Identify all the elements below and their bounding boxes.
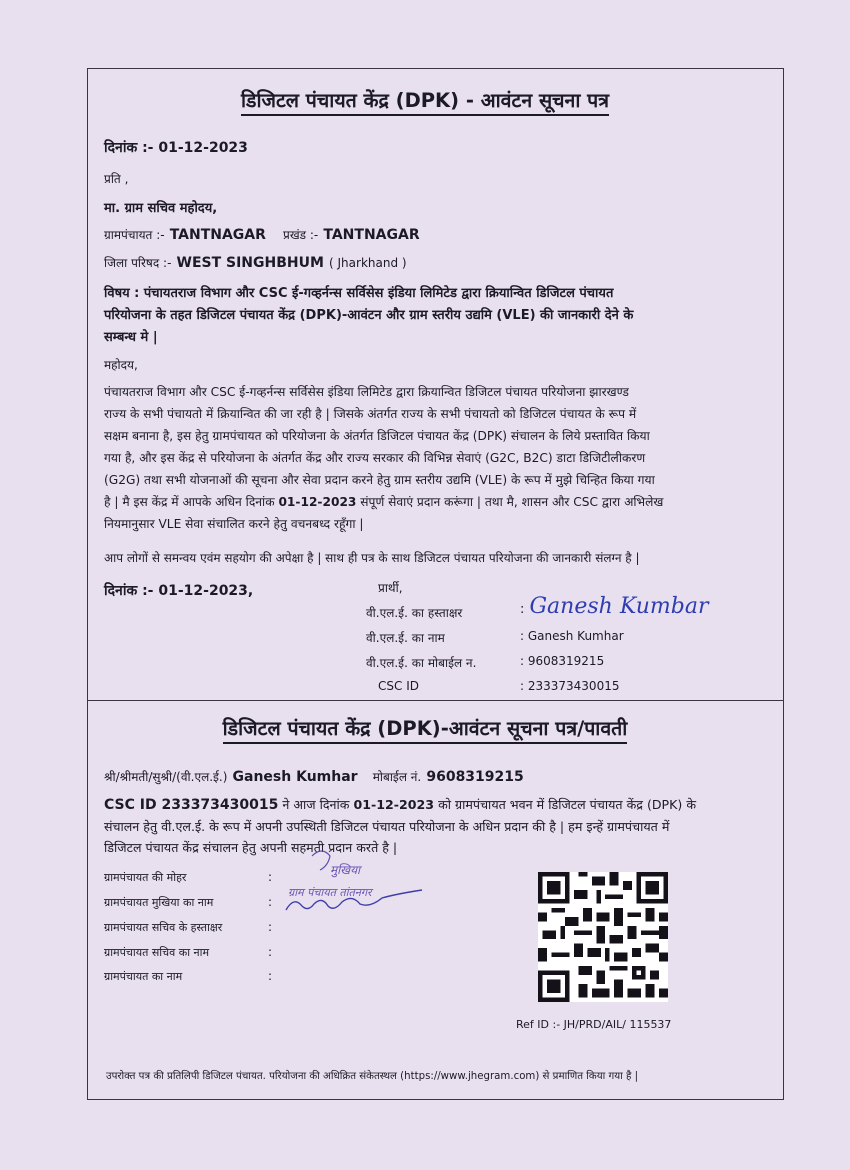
receipt-csc-id: CSC ID 233373430015 (104, 797, 279, 813)
receipt-mobile: 9608319215 (426, 769, 524, 785)
date-line-2: दिनांक :- 01-12-2023, (104, 583, 254, 599)
gram-value: TANTNAGAR (169, 227, 266, 243)
receipt-mobile-label: मोबाईल नं. (372, 770, 422, 784)
body-line: गया है, और इस केंद्र से परियोजना के अंतर्गत केंद्र और राज्य सरकार की विभिन्न सेवाएं (G2C, B2C) डाटा डिजिटीलीकरण (104, 451, 646, 465)
state-text: ( Jharkhand ) (329, 256, 407, 270)
form-colon: : (268, 920, 273, 934)
footer-note: उपरोक्त पत्र की प्रतिलिपी डिजिटल पंचायत. परियोजना की अधिक्रित संकेतस्थल (https://www.jhegram.com) से प्रमाणित किया गया है | (106, 1071, 639, 1082)
form-label-secretary-sign: ग्रामपंचायत सचिव के हस्ताक्षर (104, 921, 223, 934)
form-colon: : (268, 895, 273, 909)
salutation: महोदय, (104, 358, 138, 372)
body-line: सक्षम बनाना है, इस हेतु ग्रामपंचायत को परियोजना के अंतर्गत डिजिटल पंचायत केंद्र (DPK) संचालन के लिये प्रस्तावित किया (104, 429, 650, 443)
letter-title: डिजिटल पंचायत केंद्र (DPK) - आवंटन सूचना पत्र (0, 86, 850, 113)
form-colon: : (268, 945, 273, 959)
form-label-panchayat-name: ग्रामपंचायत का नाम (104, 970, 183, 983)
svg-text:ग्राम पंचायत तांतनगर: ग्राम पंचायत तांतनगर (288, 886, 372, 899)
receipt-name: Ganesh Kumhar (232, 769, 358, 785)
mukhiya-stamp-signature (282, 838, 442, 918)
district-value: WEST SINGHBHUM (176, 255, 324, 271)
support-line: आप लोगों से समन्वय एवंम सहयोग की अपेक्षा है | साथ ही पत्र के साथ डिजिटल पंचायत परियोजना की जानकारी संलग्न है | (104, 551, 640, 565)
prakhand-label: प्रखंड :- (283, 228, 319, 242)
form-label-stamp: ग्रामपंचायत की मोहर (104, 871, 187, 884)
receipt-date: 01-12-2023 (353, 797, 435, 812)
form-colon: : (268, 870, 273, 884)
receipt-vle-row (104, 766, 524, 785)
gram-label: ग्रामपंचायत :- (104, 228, 165, 242)
vle-signature: : Ganesh Kumbar (520, 594, 709, 619)
body-line: पंचायतराज विभाग और CSC ई-गव्हर्नन्स सर्विसेस इंडिया लिमिटेड द्वारा क्रियान्वित डिजिटल पंचायत परियोजना झारखण्ड (104, 385, 629, 399)
receipt-line: डिजिटल पंचायत केंद्र संचालन हेतु अपनी सहमती प्रदान करते है | (104, 840, 398, 855)
body-line: है | मै इस केंद्र में आपके अधिन दिनांक 01-12-2023 संपूर्ण सेवाएं प्रदान करूंगा | तथा मै, शासन और CSC द्वारा अभिलेख (104, 495, 664, 509)
ref-id: Ref ID :- JH/PRD/AIL/ 115537 (516, 1018, 672, 1031)
receipt-line: संचालन हेतु वी.एल.ई. के रूप में अपनी उपस्थिती डिजिटल पंचायत परियोजना के अधिन प्रदान की है | हम इन्हें ग्रामपंचायत में (104, 819, 670, 834)
prati-text: प्रति , (104, 172, 129, 186)
district-label: जिला परिषद :- (104, 256, 172, 270)
section-divider (87, 700, 784, 701)
vle-name-label: वी.एल.ई. का नाम (366, 631, 445, 645)
body-line: नियमानुसार VLE सेवा संचालित करने हेतु वचनबध्द रहूँगा | (104, 517, 364, 531)
vle-mobile-label: वी.एल.ई. का मोबाईल न. (366, 656, 477, 670)
vle-name-value: : Ganesh Kumhar (520, 629, 624, 643)
body-line: राज्य के सभी पंचायतो में क्रियान्वित की जा रही है | जिसके अंतर्गत राज्य के सभी पंचायतो को डिजिटल पंचायत के रूप में (104, 407, 637, 421)
body-paragraph (104, 381, 754, 535)
body-line: (G2G) तथा सभी योजनाओं की सूचना और सेवा प्रदान करने हेतु ग्राम स्तरीय उद्यमि (VLE) के रूप में मुझे चिन्हित किया गया (104, 473, 655, 487)
svg-text:मुखिया: मुखिया (330, 863, 361, 877)
addressee: मा. ग्राम सचिव महोदय, (104, 201, 218, 216)
applicant-label: प्रार्थी, (378, 581, 403, 595)
vle-signature-label: वी.एल.ई. का हस्ताक्षर (366, 606, 463, 620)
subject-line: विषय : पंचायतराज विभाग और CSC ई-गव्हर्नन्स सर्विसेस इंडिया लिमिटेड द्वारा क्रियान्वित डिजिटल पंचायत (104, 286, 614, 301)
gram-row (104, 224, 420, 243)
form-label-mukhiya: ग्रामपंचायत मुखिया का नाम (104, 896, 214, 909)
csc-id-value: : 233373430015 (520, 679, 620, 693)
district-row (104, 252, 407, 271)
subject-block (104, 283, 760, 349)
receipt-prefix: श्री/श्रीमती/सुश्री/(वी.एल.ई.) (104, 770, 228, 784)
form-label-secretary-name: ग्रामपंचायत सचिव का नाम (104, 946, 210, 959)
date-line: दिनांक :- 01-12-2023 (104, 140, 248, 156)
subject-line: सम्बन्ध मे | (104, 330, 158, 345)
body-date: 01-12-2023 (278, 495, 357, 509)
receipt-line: CSC ID 233373430015 ने आज दिनांक 01-12-2023 को ग्रामपंचायत भवन में डिजिटल पंचायत केंद्र (DPK) के (104, 797, 696, 813)
csc-id-label: CSC ID (378, 679, 419, 693)
receipt-title: डिजिटल पंचायत केंद्र (DPK)-आवंटन सूचना पत्र/पावती (0, 714, 850, 741)
qr-code-icon (538, 872, 668, 1002)
vle-signature-text: Ganesh Kumbar (529, 594, 709, 619)
vle-mobile-value: : 9608319215 (520, 654, 605, 668)
prakhand-value: TANTNAGAR (323, 227, 420, 243)
form-colon: : (268, 969, 273, 983)
subject-line: परियोजना के तहत डिजिटल पंचायत केंद्र (DPK)-आवंटन और ग्राम स्तरीय उद्यमि (VLE) की जानकारी देने के (104, 308, 634, 323)
